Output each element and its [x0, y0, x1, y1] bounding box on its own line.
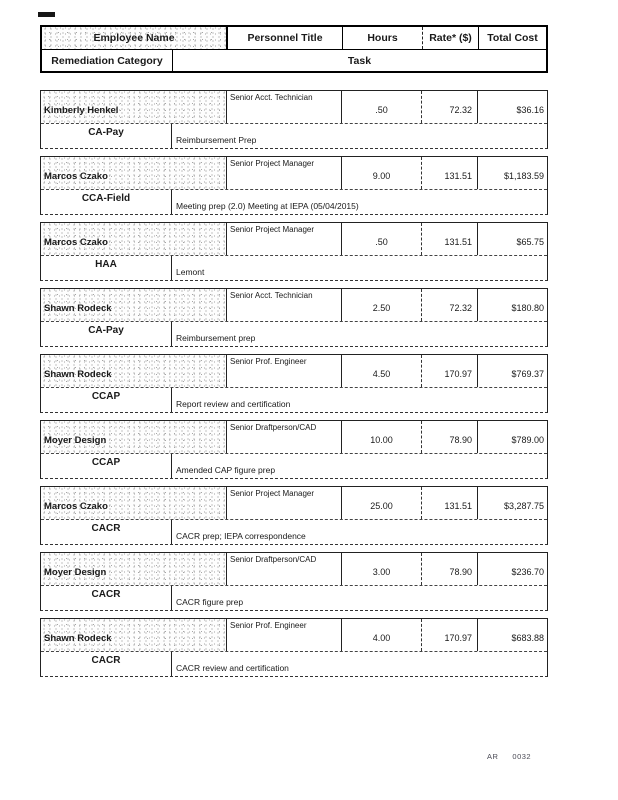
entry-block — [40, 618, 548, 677]
rate-cell — [422, 487, 478, 519]
personnel-title-cell — [227, 355, 342, 387]
bates-stamp — [487, 752, 531, 761]
personnel-title-cell — [227, 553, 342, 585]
employee-name: Shawn Rodeck — [44, 369, 112, 380]
total-cost-cell — [478, 355, 547, 387]
total-cost-value: $236.70 — [511, 567, 544, 577]
total-cost-value: $180.80 — [511, 303, 544, 313]
hours-value: 10.00 — [370, 435, 393, 445]
remediation-category-cell — [41, 388, 172, 412]
personnel-title-cell — [227, 223, 342, 255]
rate-value: 131.51 — [444, 237, 472, 247]
employee-name-cell — [41, 223, 227, 255]
hours-cell — [342, 223, 422, 255]
hours-value: 3.00 — [372, 567, 391, 577]
task-cell — [172, 586, 547, 610]
header-employee-name — [42, 27, 228, 49]
total-cost-cell — [478, 157, 547, 189]
hours-value: 4.50 — [372, 369, 391, 379]
entry-category-row — [41, 124, 547, 148]
remediation-category-cell — [41, 652, 172, 676]
hours-cell — [342, 421, 422, 453]
total-cost-value: $1,183.59 — [503, 171, 544, 181]
entry-block — [40, 156, 548, 215]
employee-name: Marcos Czako — [44, 237, 108, 248]
entry-category-row — [41, 190, 547, 214]
rate-cell — [422, 553, 478, 585]
header-rate-label: Rate* ($) — [429, 32, 472, 44]
employee-name: Kimberly Henkel — [44, 105, 119, 116]
header-row-2 — [42, 50, 546, 71]
rate-value: 72.32 — [449, 105, 472, 115]
remediation-category-cell — [41, 256, 172, 280]
task-cell — [172, 454, 547, 478]
rate-value: 131.51 — [444, 501, 472, 511]
employee-name: Shawn Rodeck — [44, 303, 112, 314]
personnel-title-cell — [227, 487, 342, 519]
remediation-category-value: CACR — [91, 655, 121, 666]
task-value: Reimbursement Prep — [176, 135, 257, 145]
employee-name-cell — [41, 91, 227, 123]
rate-cell — [422, 619, 478, 651]
task-value: CACR prep; IEPA correspondence — [176, 531, 306, 541]
hours-value: 25.00 — [370, 501, 393, 511]
rate-cell — [422, 355, 478, 387]
task-value: Reimbursement prep — [176, 333, 256, 343]
bates-stamp-number: 0032 — [512, 752, 532, 761]
hours-value: .50 — [375, 237, 388, 247]
personnel-title-cell — [227, 157, 342, 189]
entry-category-row — [41, 322, 547, 346]
entry-main-row — [41, 553, 547, 586]
scan-artifact-mark — [38, 12, 55, 17]
entry-block — [40, 222, 548, 281]
entry-category-row — [41, 652, 547, 676]
employee-name: Moyer Design — [44, 567, 107, 578]
entry-main-row — [41, 421, 547, 454]
rate-cell — [422, 223, 478, 255]
total-cost-value: $65.75 — [516, 237, 544, 247]
hours-cell — [342, 157, 422, 189]
total-cost-cell — [478, 487, 547, 519]
entry-category-row — [41, 256, 547, 280]
header-hours-label: Hours — [367, 32, 398, 44]
rate-cell — [422, 91, 478, 123]
entry-main-row — [41, 223, 547, 256]
entry-block — [40, 288, 548, 347]
hours-cell — [342, 619, 422, 651]
hours-cell — [342, 553, 422, 585]
entry-block — [40, 420, 548, 479]
task-cell — [172, 124, 547, 148]
remediation-category-cell — [41, 454, 172, 478]
employee-name-cell — [41, 157, 227, 189]
entry-main-row — [41, 157, 547, 190]
entry-block — [40, 486, 548, 545]
personnel-title-cell — [227, 289, 342, 321]
total-cost-cell — [478, 553, 547, 585]
header-rate — [423, 27, 479, 49]
employee-name-cell — [41, 355, 227, 387]
rate-cell — [422, 421, 478, 453]
employee-name-cell — [41, 553, 227, 585]
remediation-category-value: CCA-Field — [81, 193, 131, 204]
entry-main-row — [41, 487, 547, 520]
employee-name: Moyer Design — [44, 435, 107, 446]
entry-main-row — [41, 619, 547, 652]
rate-value: 131.51 — [444, 171, 472, 181]
entry-block — [40, 90, 548, 149]
remediation-category-value: CA-Pay — [88, 325, 124, 336]
personnel-title: Senior Acct. Technician — [230, 93, 313, 102]
total-cost-value: $769.37 — [511, 369, 544, 379]
rate-cell — [422, 289, 478, 321]
entry-category-row — [41, 520, 547, 544]
task-value: Amended CAP figure prep — [176, 465, 276, 475]
hours-value: 2.50 — [372, 303, 391, 313]
personnel-title: Senior Project Manager — [230, 489, 315, 498]
entry-main-row — [41, 355, 547, 388]
entry-main-row — [41, 91, 547, 124]
total-cost-cell — [478, 619, 547, 651]
total-cost-value: $36.16 — [516, 105, 544, 115]
header-total-cost-label: Total Cost — [487, 32, 538, 44]
task-value: Lemont — [176, 267, 205, 277]
task-cell — [172, 388, 547, 412]
employee-name: Marcos Czako — [44, 501, 108, 512]
rate-value: 72.32 — [449, 303, 472, 313]
total-cost-cell — [478, 91, 547, 123]
rate-value: 170.97 — [444, 369, 472, 379]
hours-value: .50 — [375, 105, 388, 115]
total-cost-value: $683.88 — [511, 633, 544, 643]
personnel-title-cell — [227, 619, 342, 651]
personnel-title: Senior Project Manager — [230, 159, 315, 168]
header-remediation-category-label: Remediation Category — [51, 54, 163, 67]
hours-cell — [342, 487, 422, 519]
total-cost-cell — [478, 289, 547, 321]
header-hours — [343, 27, 423, 49]
employee-name: Marcos Czako — [44, 171, 108, 182]
personnel-title: Senior Acct. Technician — [230, 291, 313, 300]
hours-value: 4.00 — [372, 633, 391, 643]
header-row-1 — [42, 27, 546, 50]
remediation-category-value: CA-Pay — [88, 127, 124, 138]
total-cost-value: $789.00 — [511, 435, 544, 445]
total-cost-cell — [478, 223, 547, 255]
remediation-category-value: HAA — [95, 259, 117, 270]
header-total-cost — [479, 27, 546, 49]
table-header — [40, 25, 548, 73]
hours-cell — [342, 91, 422, 123]
total-cost-value: $3,287.75 — [503, 501, 544, 511]
bates-stamp-label: AR — [487, 752, 499, 761]
hours-cell — [342, 289, 422, 321]
task-cell — [172, 256, 547, 280]
personnel-title: Senior Project Manager — [230, 225, 315, 234]
task-cell — [172, 322, 547, 346]
header-task — [173, 50, 546, 71]
header-remediation-category — [42, 50, 173, 71]
remediation-category-cell — [41, 124, 172, 148]
remediation-category-cell — [41, 520, 172, 544]
header-employee-name-label: Employee Name — [93, 32, 175, 44]
remediation-category-value: CCAP — [91, 457, 121, 468]
entry-category-row — [41, 388, 547, 412]
task-cell — [172, 520, 547, 544]
remediation-category-cell — [41, 586, 172, 610]
personnel-title: Senior Draftperson/CAD — [230, 555, 317, 564]
entry-category-row — [41, 586, 547, 610]
entry-block — [40, 552, 548, 611]
personnel-title-cell — [227, 91, 342, 123]
remediation-category-cell — [41, 190, 172, 214]
header-task-label: Task — [347, 54, 372, 67]
total-cost-cell — [478, 421, 547, 453]
entry-category-row — [41, 454, 547, 478]
task-cell — [172, 652, 547, 676]
entry-block — [40, 354, 548, 413]
task-cell — [172, 190, 547, 214]
hours-value: 9.00 — [372, 171, 391, 181]
task-value: Meeting prep (2.0) Meeting at IEPA (05/04/2015) — [176, 201, 359, 211]
header-personnel-title — [228, 27, 343, 49]
task-value: CACR figure prep — [176, 597, 244, 607]
timesheet-table — [40, 25, 548, 684]
rate-value: 78.90 — [449, 435, 472, 445]
entry-blocks — [40, 90, 548, 677]
remediation-category-value: CACR — [91, 523, 121, 534]
header-personnel-title-label: Personnel Title — [247, 32, 323, 44]
personnel-title: Senior Draftperson/CAD — [230, 423, 317, 432]
hours-cell — [342, 355, 422, 387]
remediation-category-value: CCAP — [91, 391, 121, 402]
employee-name-cell — [41, 289, 227, 321]
rate-cell — [422, 157, 478, 189]
rate-value: 78.90 — [449, 567, 472, 577]
rate-value: 170.97 — [444, 633, 472, 643]
employee-name-cell — [41, 487, 227, 519]
task-value: Report review and certification — [176, 399, 291, 409]
employee-name-cell — [41, 421, 227, 453]
personnel-title: Senior Prof. Engineer — [230, 357, 307, 366]
employee-name: Shawn Rodeck — [44, 633, 112, 644]
personnel-title-cell — [227, 421, 342, 453]
task-value: CACR review and certification — [176, 663, 289, 673]
remediation-category-cell — [41, 322, 172, 346]
entry-main-row — [41, 289, 547, 322]
personnel-title: Senior Prof. Engineer — [230, 621, 307, 630]
employee-name-cell — [41, 619, 227, 651]
remediation-category-value: CACR — [91, 589, 121, 600]
